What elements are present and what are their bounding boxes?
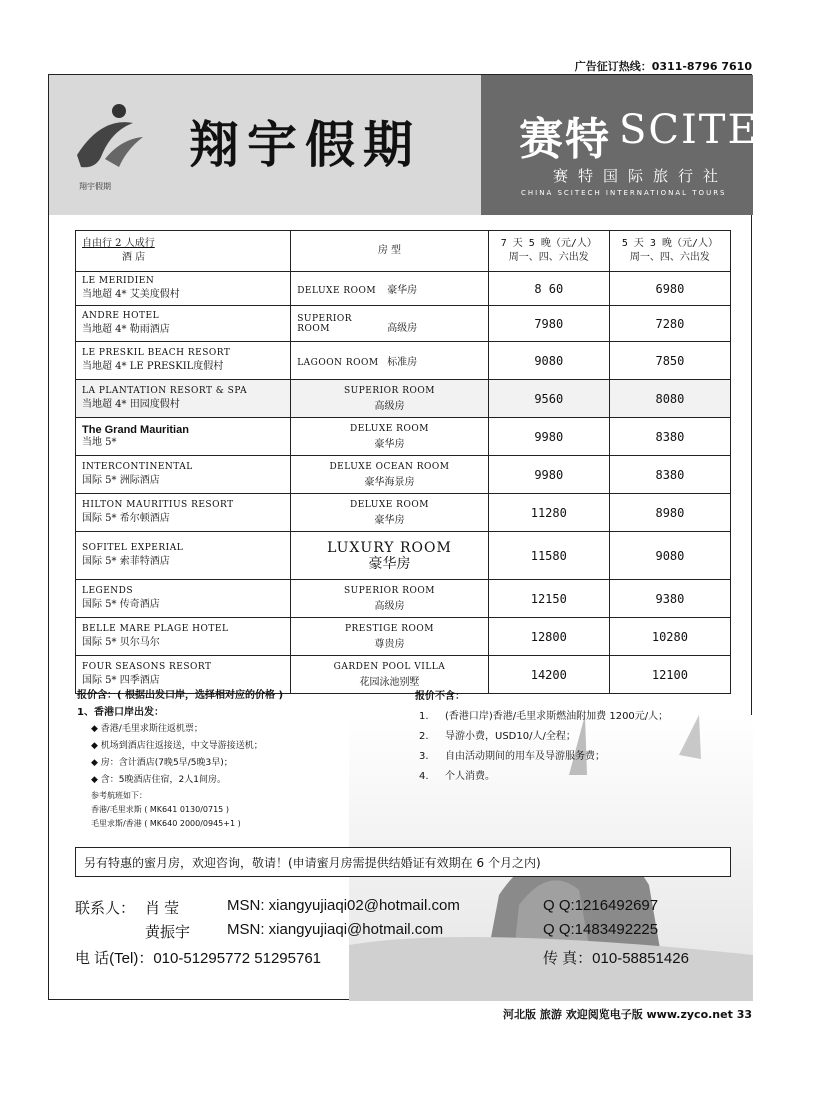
table-row	[76, 418, 731, 456]
scitech-en-logo: SCITECH	[619, 107, 828, 153]
includes-title: 报价含：( 根据出发口岸，选择相对应的价格 )	[77, 690, 284, 701]
room-en: LAGOON ROOM	[297, 358, 379, 368]
table-row	[76, 580, 731, 618]
scitech-banner	[481, 75, 828, 215]
hotel-en: LEGENDS	[82, 586, 134, 596]
msn-2[interactable]: MSN: xiangyujiaqi@hotmail.com	[227, 921, 444, 938]
price-5d: 7850	[609, 342, 730, 380]
price-excludes	[415, 687, 735, 787]
hotel-cn: 当地超 4* 田园度假村	[82, 399, 180, 410]
list-item-number: 3.	[419, 751, 429, 762]
ad-hotline: 广告征订热线：0311-8796 7610	[574, 60, 752, 73]
room-cn: 豪华房	[374, 515, 405, 526]
room-cn: 豪华房	[387, 285, 418, 296]
header-price-7d	[488, 231, 609, 272]
list-item-text: 自由活动期间的用车及导游服务费；	[445, 751, 605, 762]
list-item-text: 机场到酒店往返接送，中文导游接送机；	[100, 741, 263, 751]
contact-label: 联系人：	[75, 900, 136, 917]
table-header	[76, 231, 731, 272]
list-item-text: 香港/毛里求斯往返机票；	[100, 724, 203, 734]
price-7d: 11280	[488, 494, 609, 532]
room-en: DELUXE ROOM	[349, 500, 429, 510]
room-cn: 高级房	[374, 401, 405, 412]
hotel-en: LA PLANTATION RESORT & SPA	[82, 386, 248, 396]
price-5d: 8380	[609, 418, 730, 456]
price-5d: 9080	[609, 532, 730, 580]
hotel-cell	[76, 618, 291, 656]
room-cell	[291, 306, 489, 342]
room-en: SUPERIOR ROOM	[297, 313, 353, 334]
list-item-text: 个人消费。	[445, 771, 495, 782]
list-item: ◆ 含：5晚酒店住宿，2人1间房。	[91, 775, 226, 785]
brand-title: 翔宇假期	[189, 115, 421, 174]
room-cell	[291, 418, 489, 456]
price-7d: 12150	[488, 580, 609, 618]
hotel-en: BELLE MARE PLAGE HOTEL	[82, 624, 229, 634]
header-price-5d	[609, 231, 730, 272]
price-includes	[77, 687, 407, 831]
list-item-text: 含：5晚酒店住宿，2人1间房。	[100, 775, 226, 785]
price-7d: 8 60	[488, 272, 609, 306]
price-5d: 6980	[609, 272, 730, 306]
price-5d: 8380	[609, 456, 730, 494]
hotel-cn: 国际 5* 四季酒店	[82, 675, 160, 686]
room-en: LUXURY ROOM	[327, 539, 452, 556]
hotel-cell	[76, 380, 291, 418]
price-7d: 9080	[488, 342, 609, 380]
list-item: ◆ 香港/毛里求斯往返机票；	[91, 724, 203, 734]
logo-caption: 翔宇假期	[79, 182, 111, 191]
hotel-cell	[76, 532, 291, 580]
hotel-en: FOUR SEASONS RESORT	[82, 662, 212, 672]
hotel-cn: 国际 5* 贝尔马尔	[82, 637, 160, 648]
flight-ref-1: 香港/毛里求斯 ( MK641 0130/0715 )	[91, 805, 229, 814]
list-item-text: (香港口岸)香港/毛里求斯燃油附加费 1200元/人；	[445, 711, 669, 722]
qq-2: Q Q:1483492225	[543, 921, 659, 938]
room-cn: 尊贵房	[374, 639, 405, 650]
header-price-7d-line1: 7 天 5 晚（元/人）	[500, 238, 597, 249]
price-5d: 8080	[609, 380, 730, 418]
room-cn: 高级房	[374, 601, 405, 612]
includes-subtitle: 1、香港口岸出发：	[77, 707, 164, 718]
hotel-en: INTERCONTINENTAL	[82, 462, 193, 472]
table-row	[76, 342, 731, 380]
room-en: DELUXE ROOM	[349, 424, 429, 434]
scitech-en-subtitle: CHINA SCITECH INTERNATIONAL TOURS	[521, 189, 727, 197]
list-item-text: 导游小费，USD10/人/全程；	[445, 731, 576, 742]
room-cn: 豪华房	[374, 439, 405, 450]
hotel-cell	[76, 418, 291, 456]
hotel-cell	[76, 342, 291, 380]
header-hotel	[76, 231, 291, 272]
banner	[49, 75, 828, 215]
room-cell	[291, 342, 489, 380]
price-5d: 8980	[609, 494, 730, 532]
hotel-en: ANDRE HOTEL	[82, 311, 160, 321]
hotel-cn: 国际 5* 洲际酒店	[82, 475, 160, 486]
hotel-en: HILTON MAURITIUS RESORT	[82, 500, 234, 510]
hotel-cn: 当地 5*	[82, 436, 117, 448]
list-item-text: 房：含计酒店(7晚5早/5晚3早)；	[100, 758, 233, 768]
table-row	[76, 494, 731, 532]
room-en: DELUXE OCEAN ROOM	[329, 462, 450, 472]
room-cell	[291, 272, 489, 306]
hotel-cn: 当地超 4* LE PRESKIL度假村	[82, 361, 224, 372]
list-item	[415, 727, 735, 747]
price-7d: 9560	[488, 380, 609, 418]
list-item	[415, 767, 735, 787]
price-7d: 14200	[488, 656, 609, 694]
list-item: ◆ 机场到酒店往返接送，中文导游接送机；	[91, 741, 263, 751]
header-room: 房 型	[291, 231, 489, 272]
price-5d: 10280	[609, 618, 730, 656]
fax: 传 真：010-58851426	[543, 950, 689, 967]
hotel-en: LE PRESKIL BEACH RESORT	[82, 348, 231, 358]
price-7d: 11580	[488, 532, 609, 580]
hotel-cell	[76, 494, 291, 532]
price-7d: 7980	[488, 306, 609, 342]
table-row	[76, 532, 731, 580]
contact-name-2: 黄振宇	[145, 924, 191, 941]
room-en: GARDEN POOL VILLA	[333, 662, 446, 672]
price-5d: 7280	[609, 306, 730, 342]
list-item	[415, 707, 735, 727]
hotel-cn: 国际 5* 传奇酒店	[82, 599, 160, 610]
hotel-cn: 国际 5* 希尔顿酒店	[82, 513, 170, 524]
table-row	[76, 618, 731, 656]
hotel-en: The Grand Mauritian	[82, 423, 189, 436]
list-item: ◆ 房：含计酒店(7晚5早/5晚3早)；	[91, 758, 233, 768]
room-en: SUPERIOR ROOM	[343, 586, 435, 596]
telephone: 电 话(Tel)：010-51295772 51295761	[75, 950, 321, 967]
hotel-cn: 国际 5* 索菲特酒店	[82, 556, 170, 567]
room-cell	[291, 456, 489, 494]
table-row	[76, 272, 731, 306]
hotel-cell	[76, 456, 291, 494]
banner-left	[49, 75, 481, 215]
room-cell	[291, 532, 489, 580]
hotel-en: LE MERIDIEN	[82, 276, 155, 286]
honeymoon-note: 另有特惠的蜜月房，欢迎咨询，敬请！(申请蜜月房需提供结婚证有效期在 6 个月之内)	[75, 847, 731, 877]
hotel-cell	[76, 272, 291, 306]
room-cell	[291, 580, 489, 618]
table-row	[76, 306, 731, 342]
table-row	[76, 456, 731, 494]
room-cn: 标准房	[387, 357, 418, 368]
room-cn: 豪华海景房	[364, 477, 415, 488]
price-7d: 12800	[488, 618, 609, 656]
hotel-cn: 当地超 4* 勒雨酒店	[82, 324, 170, 335]
room-cell	[291, 618, 489, 656]
room-en: DELUXE ROOM	[297, 286, 377, 296]
qq-1: Q Q:1216492697	[543, 897, 659, 914]
room-cn: 花园泳池别墅	[359, 677, 420, 688]
scitech-subtitle: 赛特国际旅行社	[553, 167, 729, 185]
xiangyu-logo-icon	[71, 97, 151, 177]
excludes-title: 报价不含：	[415, 691, 465, 702]
hotel-cn: 当地超 4* 艾美度假村	[82, 289, 180, 300]
price-7d: 9980	[488, 456, 609, 494]
hotel-cell	[76, 580, 291, 618]
room-cn: 高级房	[387, 322, 418, 334]
price-table	[75, 230, 731, 694]
header-hotel-line2: 酒 店	[122, 252, 146, 263]
room-cn: 豪华房	[368, 555, 411, 572]
room-cell	[291, 380, 489, 418]
table-row	[76, 380, 731, 418]
flight-ref-2: 毛里求斯/香港 ( MK640 2000/0945+1 )	[91, 819, 241, 828]
list-item	[415, 747, 735, 767]
flight-ref-title: 参考航班如下：	[91, 791, 147, 800]
price-5d: 9380	[609, 580, 730, 618]
hotel-en: SOFITEL EXPERIAL	[82, 543, 184, 553]
hotel-cell	[76, 306, 291, 342]
scitech-cn-logo: 赛特	[519, 114, 611, 165]
header-price-7d-line2: 周一、四、六出发	[508, 252, 589, 263]
list-item-number: 4.	[419, 771, 429, 782]
room-en: PRESTIGE ROOM	[344, 624, 434, 634]
price-5d: 12100	[609, 656, 730, 694]
room-cell	[291, 494, 489, 532]
list-item-number: 2.	[419, 731, 429, 742]
price-7d: 9980	[488, 418, 609, 456]
header-hotel-line1: 自由行 2 人成行	[82, 238, 155, 249]
header-price-5d-line1: 5 天 3 晚（元/人）	[621, 238, 718, 249]
msn-1[interactable]: MSN: xiangyujiaqi02@hotmail.com	[227, 897, 460, 914]
list-item-number: 1.	[419, 711, 429, 722]
header-price-5d-line2: 周一、四、六出发	[629, 252, 710, 263]
contact-name-1: 肖 莹	[145, 900, 180, 917]
room-en: SUPERIOR ROOM	[343, 386, 435, 396]
page-footer: 河北版 旅游 欢迎阅览电子版 www.zyco.net 33	[503, 1008, 752, 1021]
ad-frame	[48, 74, 828, 1000]
